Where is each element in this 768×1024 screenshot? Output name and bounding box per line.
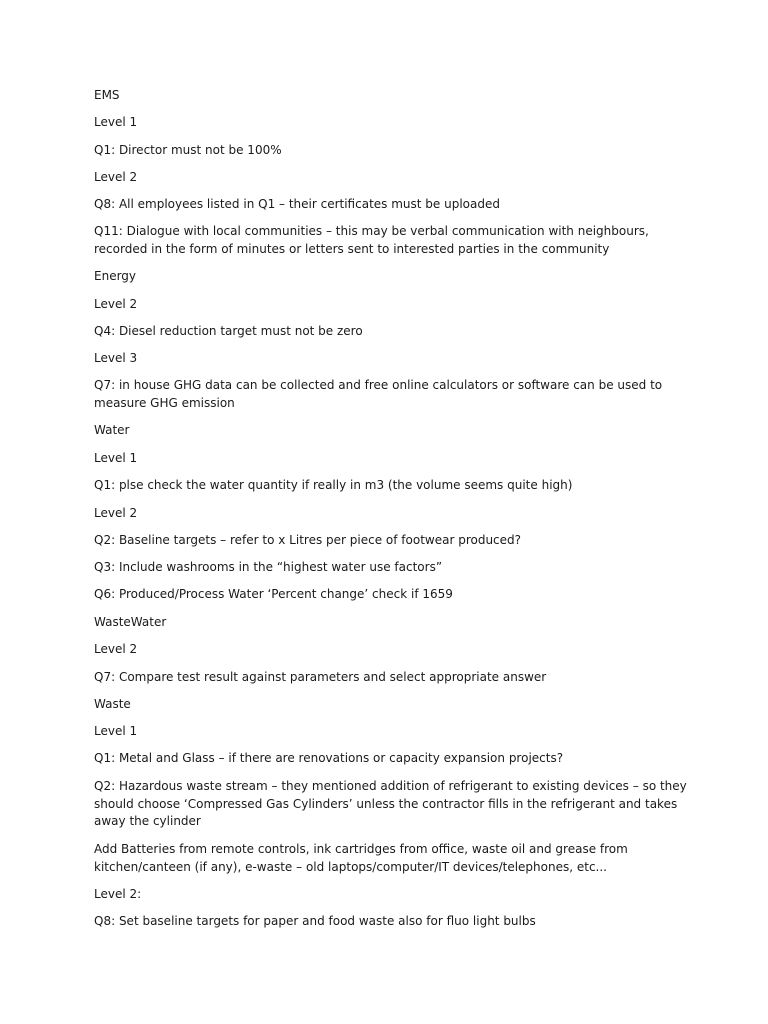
- paragraph-waste-q8: Q8: Set baseline targets for paper and food waste also for fluo light bulbs: [94, 914, 536, 928]
- paragraph-waste-q1: Q1: Metal and Glass – if there are renovations or capacity expansion projects?: [94, 751, 564, 765]
- paragraph-wastewater-q7: Q7: Compare test result against parameters and select appropriate answer: [94, 670, 547, 684]
- paragraph-ems-q8: Q8: All employees listed in Q1 – their certificates must be uploaded: [94, 197, 500, 211]
- paragraph-energy-heading: Energy: [94, 269, 137, 283]
- paragraph-ems-q11: Q11: Dialogue with local communities – this may be verbal communication with neighbours, recorded in the form of minutes or letters sent to interested parties in the community: [94, 224, 649, 256]
- paragraph-energy-level-2: Level 2: [94, 297, 138, 311]
- paragraph-ems-q1: Q1: Director must not be 100%: [94, 143, 282, 157]
- paragraph-energy-level-3: Level 3: [94, 351, 138, 365]
- paragraph-water-q6: Q6: Produced/Process Water ‘Percent change’ check if 1659: [94, 587, 453, 601]
- paragraph-water-level-1: Level 1: [94, 451, 138, 465]
- paragraph-waste-level-2: Level 2:: [94, 887, 142, 901]
- paragraph-waste-heading: Waste: [94, 697, 131, 711]
- paragraph-energy-q4: Q4: Diesel reduction target must not be zero: [94, 324, 363, 338]
- paragraph-energy-q7: Q7: in house GHG data can be collected and free online calculators or software can be used to measure GHG emission: [94, 378, 663, 410]
- paragraph-ems-level-2: Level 2: [94, 170, 138, 184]
- paragraph-ems-level-1: Level 1: [94, 115, 138, 129]
- paragraph-wastewater-heading: WasteWater: [94, 615, 167, 629]
- paragraph-water-heading: Water: [94, 423, 130, 437]
- paragraph-wastewater-level-2: Level 2: [94, 642, 138, 656]
- paragraph-water-level-2: Level 2: [94, 506, 138, 520]
- paragraph-ems-heading: EMS: [94, 88, 120, 102]
- paragraph-water-q2: Q2: Baseline targets – refer to x Litres per piece of footwear produced?: [94, 533, 522, 547]
- paragraph-waste-level-1: Level 1: [94, 724, 138, 738]
- paragraph-water-q1: Q1: plse check the water quantity if really in m3 (the volume seems quite high): [94, 478, 573, 492]
- paragraph-waste-q2: Q2: Hazardous waste stream – they mentioned addition of refrigerant to existing devices – so they should choose ‘Compressed Gas Cylinders’ unless the contractor fills in the refrigerant and takes away the cylinder: [94, 779, 687, 828]
- paragraph-water-q3: Q3: Include washrooms in the “highest water use factors”: [94, 560, 443, 574]
- paragraph-waste-add-batteries: Add Batteries from remote controls, ink cartridges from office, waste oil and grease from kitchen/canteen (if any), e-waste – old laptops/computer/IT devices/telephones, etc...: [94, 842, 628, 874]
